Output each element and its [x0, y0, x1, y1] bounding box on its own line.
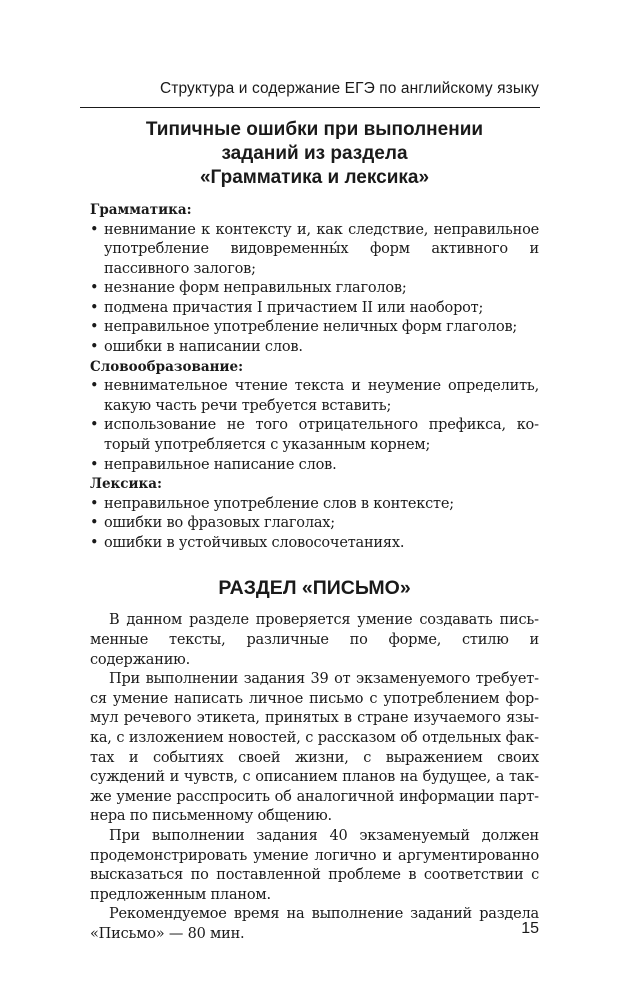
- errors-heading-line-1: Типичные ошибки при выполнении: [145, 119, 484, 140]
- running-title: Структура и содержание ЕГЭ по английскому языку: [159, 80, 539, 97]
- grammar-list: [90, 221, 539, 358]
- list-item: • невнимательное чтение текста и неумение определить, какую часть речи требуется вставить;: [90, 377, 539, 416]
- section-title: РАЗДЕЛ «ПИСЬМО»: [218, 577, 411, 600]
- paragraph: В данном разделе проверяется умение создавать письменные тексты, различные по форме, стилю и содержанию.: [90, 612, 539, 668]
- paragraph: При выполнении задания 39 от экзаменуемого требуется умение написать личное письмо с употреблением формул речевого этикета, принятых в стране изучаемого языка, с изложением новостей, с рассказом об отдельных фактах и событиях своей жизни, с выражением своих суждений и чувств, с описанием планов на будущее, а также умение расспросить об аналогичной информации партнера по письменному общению.: [90, 671, 539, 825]
- list-item: • неправильное употребление неличных форм глаголов;: [90, 318, 539, 338]
- errors-heading-line-2: заданий из раздела: [221, 143, 408, 164]
- list-item: • ошибки во фразовых глаголах;: [90, 514, 539, 534]
- vocabulary-list: [90, 495, 539, 554]
- grammar-label: Грамматика:: [90, 202, 192, 218]
- list-item: • невнимание к контексту и, как следствие, неправильное употребление видовременны́х форм активного и пассивного залогов;: [90, 221, 539, 280]
- header-rule: [80, 107, 540, 108]
- paragraph: При выполнении задания 40 экзаменуемый должен продемонстрировать умение логично и аргументированно высказаться по поставленной проблеме в соответствии с предложенным планом.: [90, 827, 539, 903]
- list-item: • неправильное написание слов.: [90, 456, 539, 476]
- list-item: • подмена причастия I причастием II или наоборот;: [90, 299, 539, 319]
- list-item: • использование не того отрицательного префикса, который употребляется с указанным корнем;: [90, 416, 539, 455]
- list-item: • ошибки в написании слов.: [90, 338, 539, 358]
- list-item: • незнание форм неправильных глаголов;: [90, 279, 539, 299]
- errors-heading-line-3: «Грамматика и лексика»: [199, 167, 430, 188]
- page-number: 15: [521, 920, 539, 937]
- list-item: • неправильное употребление слов в контексте;: [90, 495, 539, 515]
- word-formation-list: [90, 377, 539, 475]
- word-formation-label: Словообразование:: [90, 358, 244, 375]
- list-item: • ошибки в устойчивых словосочетаниях.: [90, 534, 539, 554]
- errors-heading: [90, 118, 539, 190]
- page-content: [90, 118, 539, 945]
- paragraph: Рекомендуемое время на выполнение заданий раздела «Письмо» — 80 мин.: [90, 906, 539, 942]
- vocabulary-label: Лексика:: [90, 476, 162, 493]
